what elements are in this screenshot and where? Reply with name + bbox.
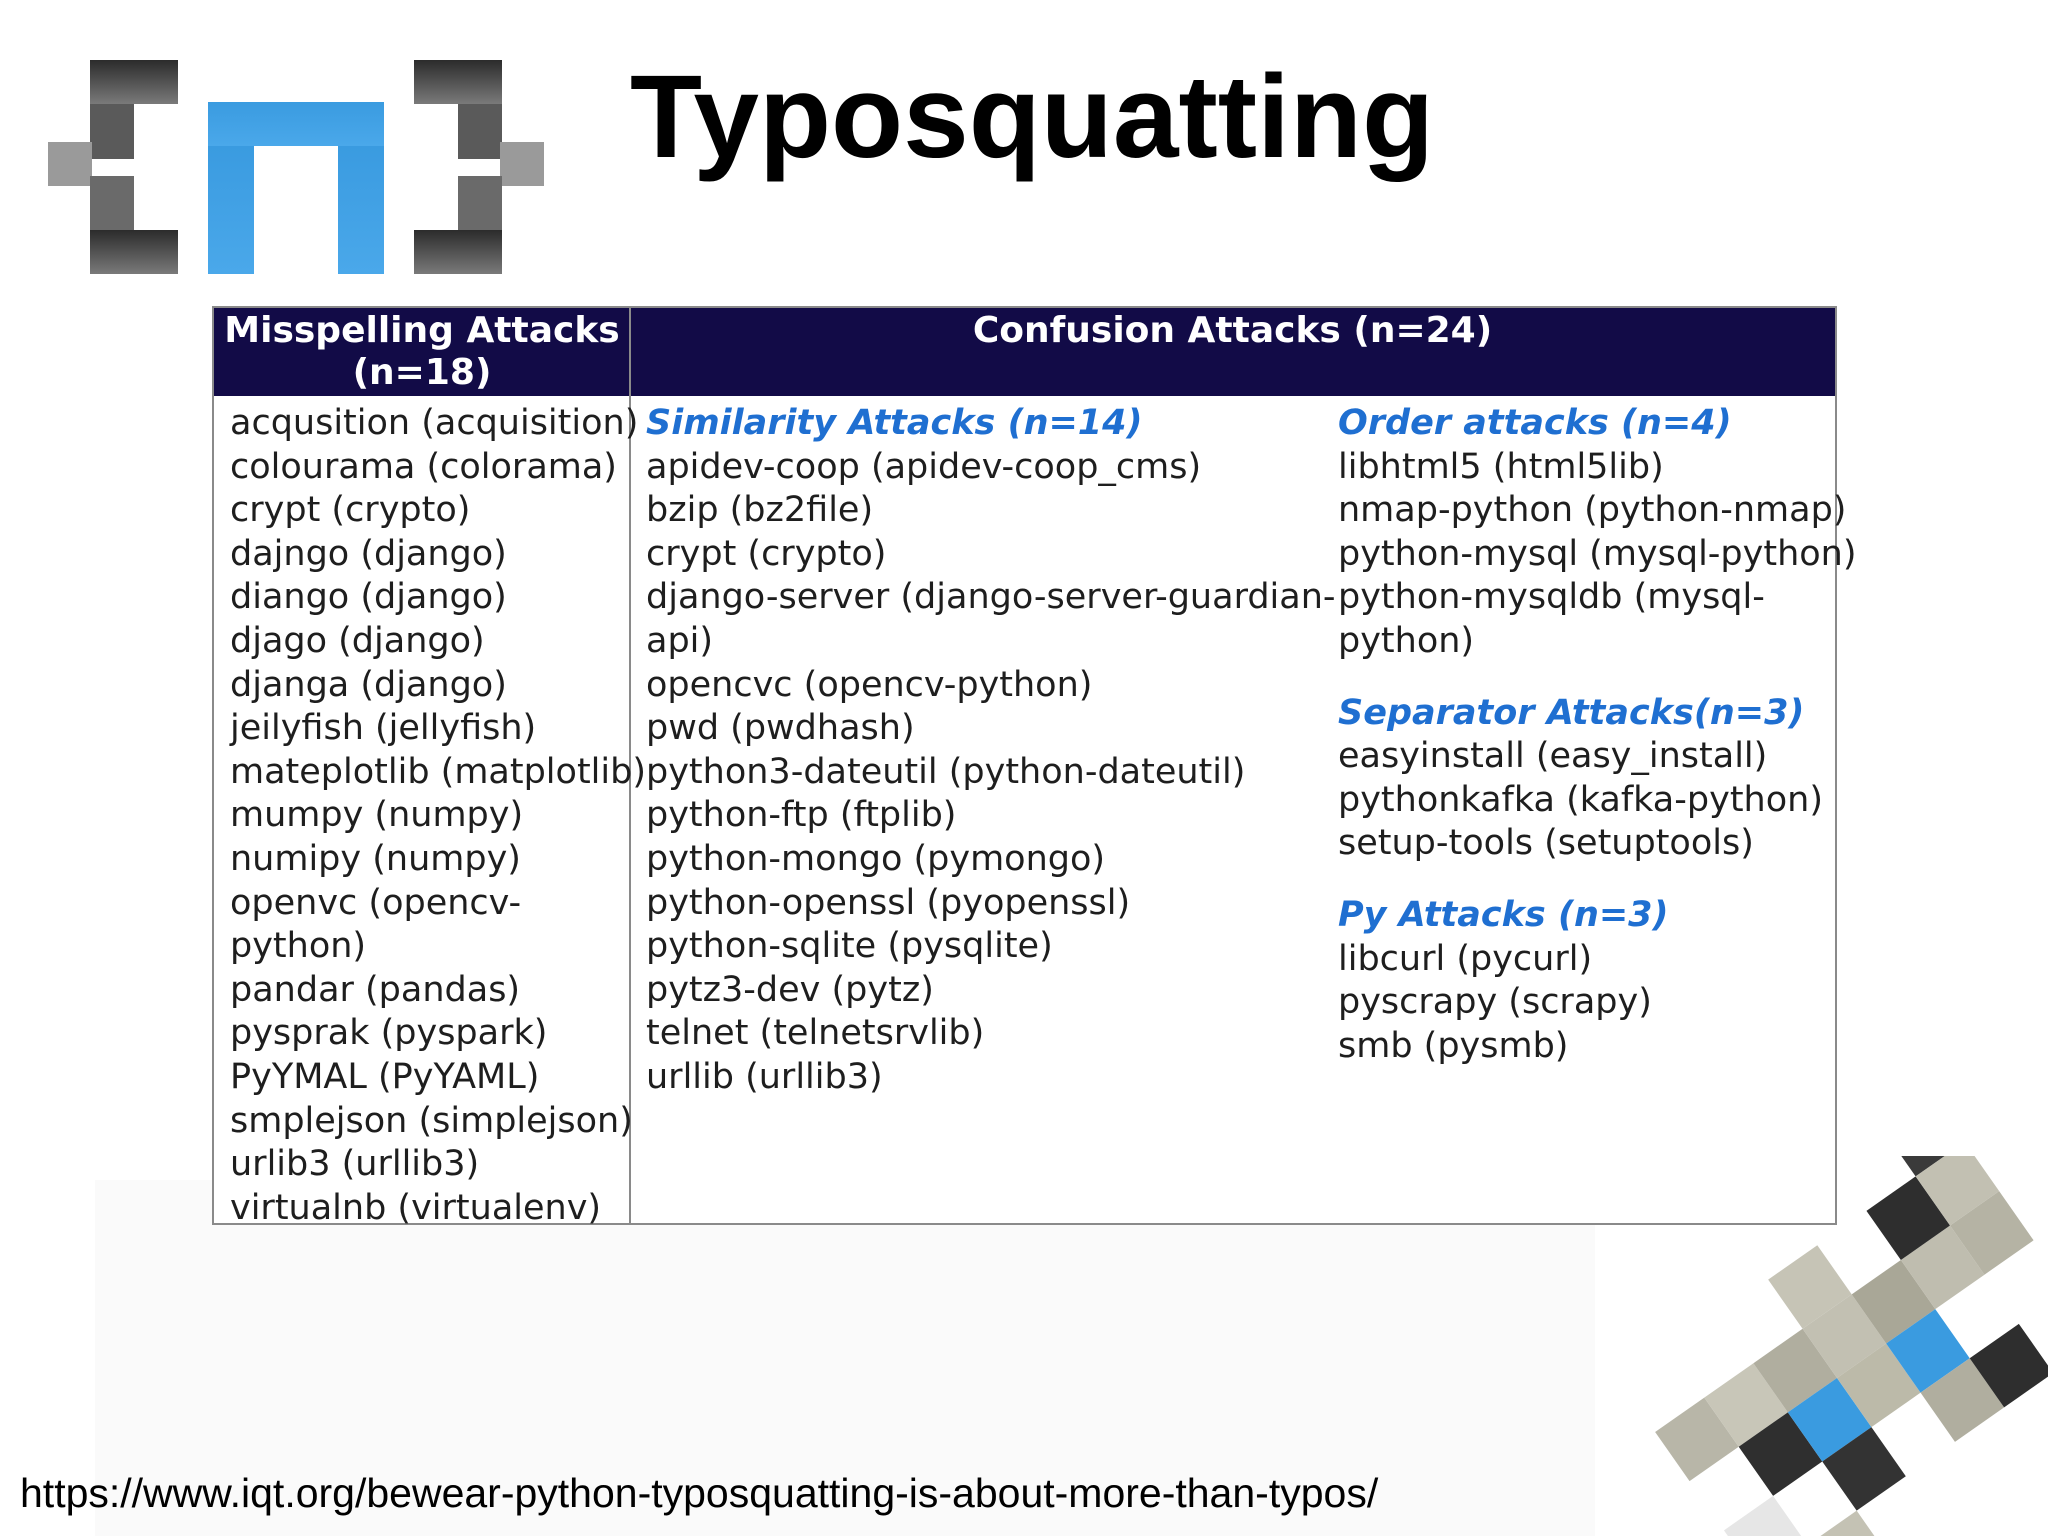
table-header-row <box>214 308 1835 396</box>
list-item: setup-tools (setuptools) <box>1338 823 1754 864</box>
list-item: smb (pysmb) <box>1338 1025 1569 1066</box>
separator-heading: Separator Attacks(n=3) <box>1338 692 1805 733</box>
spacer <box>1338 866 1838 894</box>
source-url: https://www.iqt.org/bewear-python-typosquatting-is-about-more-than-typos/ <box>20 1470 1379 1516</box>
company-logo-icon <box>48 60 548 275</box>
similarity-list <box>646 402 1346 1100</box>
list-item: acqusition (acquisition) <box>230 403 639 443</box>
list-item: bzip (bz2file) <box>646 490 874 531</box>
list-item: crypt (crypto) <box>646 533 887 574</box>
list-item: telnet (telnetsrvlib) <box>646 1013 985 1054</box>
decorative-pixel-pattern-icon <box>1508 1156 2048 1536</box>
list-item: diango (django) <box>230 577 507 618</box>
confusion-header: Confusion Attacks (n=24) <box>972 310 1493 351</box>
list-item: python-openssl (pyopenssl) <box>646 882 1131 923</box>
slide-title: Typosquatting <box>630 51 1435 183</box>
list-item: libcurl (pycurl) <box>1338 938 1593 979</box>
other-attacks-list <box>1338 402 1857 1068</box>
list-item: python-mysql (mysql-python) <box>1338 533 1857 574</box>
list-item: libhtml5 (html5lib) <box>1338 446 1664 487</box>
list-item: django-server (django-server-guardian- <box>646 577 1336 618</box>
list-item: djago (django) <box>230 620 485 661</box>
misspelling-header <box>214 308 630 398</box>
list-item: python-sqlite (pysqlite) <box>646 926 1053 967</box>
list-item: python) <box>1338 620 1475 661</box>
list-item: numipy (numpy) <box>230 838 521 879</box>
list-item: pythonkafka (kafka-python) <box>1338 779 1823 820</box>
list-item: python-mysqldb (mysql- <box>1338 577 1765 618</box>
list-item: jeilyfish (jellyfish) <box>230 708 537 749</box>
list-item: apidev-coop (apidev-coop_cms) <box>646 446 1202 487</box>
list-item: python-mongo (pymongo) <box>646 838 1106 879</box>
list-item: easyinstall (easy_install) <box>1338 736 1768 777</box>
list-item: virtualnb (virtualenv) <box>230 1187 602 1228</box>
list-item: mumpy (numpy) <box>230 795 524 836</box>
list-item: openvc (opencv- <box>230 882 522 923</box>
misspelling-header-line2: (n=18) <box>352 352 492 393</box>
list-item: urllib (urllib3) <box>646 1056 883 1097</box>
spacer <box>1338 664 1838 692</box>
list-item: opencvc (opencv-python) <box>646 664 1093 705</box>
list-item: colourama (colorama) <box>230 446 617 487</box>
misspelling-list <box>230 402 646 1230</box>
list-item: djanga (django) <box>230 664 507 705</box>
similarity-heading: Similarity Attacks (n=14) <box>646 403 1143 443</box>
list-item: python) <box>230 926 367 967</box>
list-item: mateplotlib (matplotlib) <box>230 751 646 792</box>
list-item: PyYMAL (PyYAML) <box>230 1056 540 1097</box>
list-item: pyscrapy (scrapy) <box>1338 982 1652 1023</box>
list-item: pysprak (pyspark) <box>230 1013 548 1054</box>
list-item: nmap-python (python-nmap) <box>1338 490 1847 531</box>
list-item: pandar (pandas) <box>230 969 521 1010</box>
list-item: crypt (crypto) <box>230 490 471 531</box>
order-heading: Order attacks (n=4) <box>1338 403 1732 443</box>
list-item: smplejson (simplejson) <box>230 1100 633 1141</box>
misspelling-header-line1: Misspelling Attacks <box>224 310 620 351</box>
attacks-table <box>212 306 1857 1228</box>
list-item: dajngo (django) <box>230 533 507 574</box>
list-item: python3-dateutil (python-dateutil) <box>646 751 1246 792</box>
list-item: python-ftp (ftplib) <box>646 795 957 836</box>
list-item: pytz3-dev (pytz) <box>646 969 934 1010</box>
list-item: api) <box>646 620 714 661</box>
list-item: pwd (pwdhash) <box>646 708 915 749</box>
list-item: urlib3 (urllib3) <box>230 1144 480 1185</box>
py-heading: Py Attacks (n=3) <box>1338 894 1669 935</box>
